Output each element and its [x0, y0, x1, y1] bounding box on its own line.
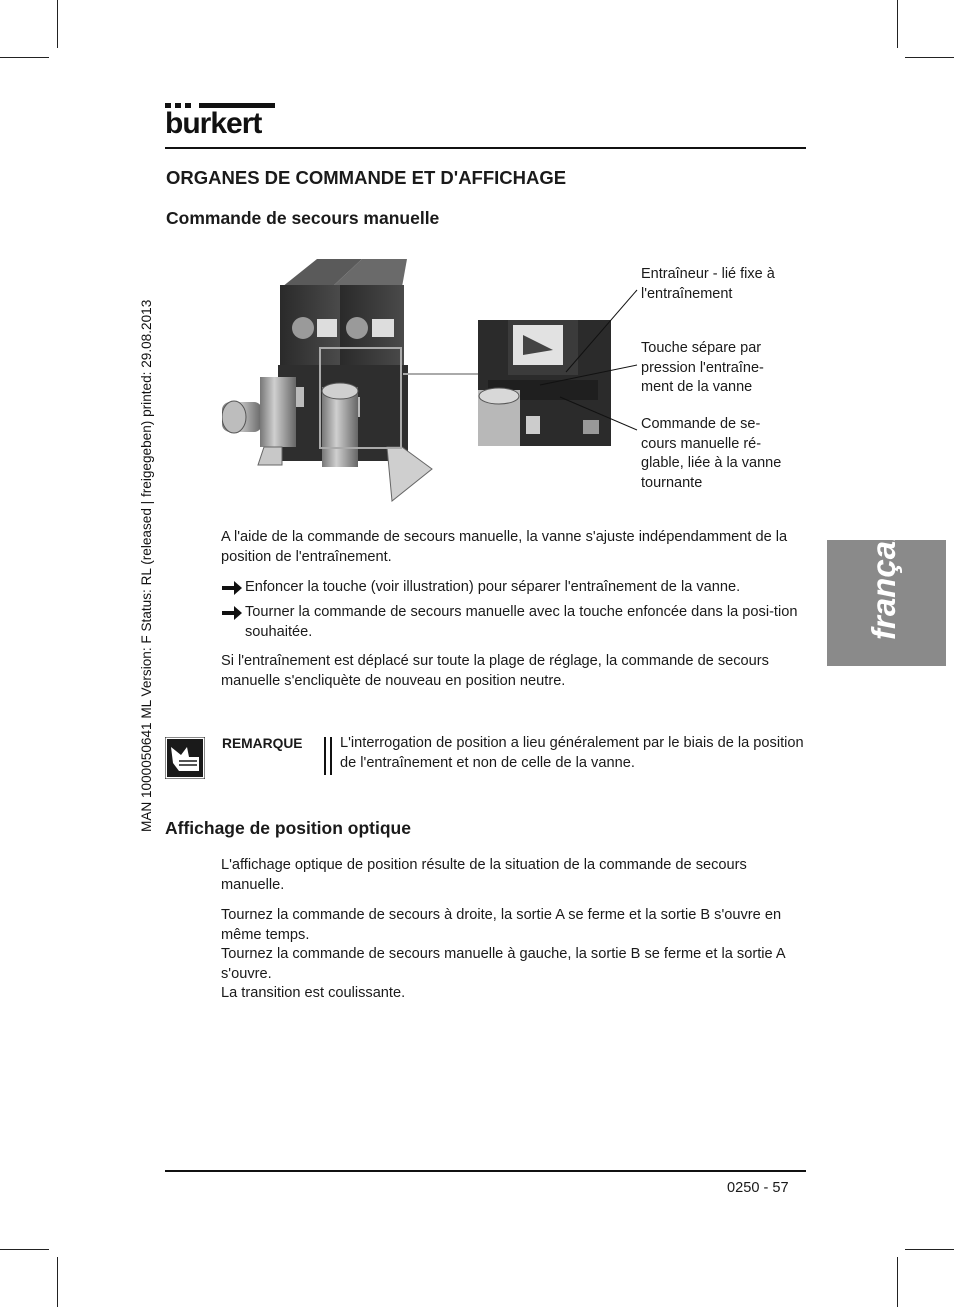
detail-image	[478, 320, 611, 446]
note-label: REMARQUE	[222, 736, 303, 751]
note-divider	[324, 737, 334, 775]
crop-mark	[897, 1257, 898, 1307]
crop-mark	[57, 0, 58, 48]
crop-mark	[0, 57, 49, 58]
callout-driver: Entraîneur - lié fixe à l'entraînement	[641, 266, 775, 302]
note-text: L'interrogation de position a lieu généralement par le biais de la position de l'entraînement et non de celle de la vanne.	[340, 735, 804, 771]
page-number: 0250 - 57	[727, 1180, 789, 1196]
crop-mark	[57, 1257, 58, 1307]
step-item: Tourner la commande de secours manuelle avec la touche enfoncée dans la posi-tion souhaitée.	[221, 603, 806, 642]
header-rule	[165, 147, 806, 149]
crop-mark	[905, 57, 954, 58]
crop-mark	[905, 1249, 954, 1250]
callout-override: Commande de se- cours manuelle ré- glable, liée à la vanne tournante	[641, 416, 782, 491]
intro-paragraph: A l'aide de la commande de secours manuelle, la vanne s'ajuste indépendamment de la position de l'entraînement.	[221, 529, 788, 565]
crop-mark	[897, 0, 898, 48]
section-title: ORGANES DE COMMANDE ET D'AFFICHAGE	[166, 167, 567, 188]
optical-paragraph-1: L'affichage optique de position résulte de la situation de la commande de secours manuelle.	[221, 857, 747, 893]
thumbs-up-icon	[165, 737, 205, 779]
crop-mark	[0, 1249, 49, 1250]
optical-display-heading: Affichage de position optique	[165, 818, 411, 838]
language-tab-label: français	[865, 513, 902, 640]
footer-rule	[165, 1170, 806, 1172]
manual-override-heading: Commande de secours manuelle	[166, 208, 440, 228]
step-item: Enfoncer la touche (voir illustration) pour séparer l'entraînement de la vanne.	[221, 578, 806, 598]
side-metadata: MAN 1000050641 ML Version: F Status: RL (released | freigegeben) printed: 29.08.2013	[139, 299, 154, 832]
optical-paragraph-2: Tournez la commande de secours à droite, la sortie A se ferme et la sortie B s'ouvre en même temps. Tournez la commande de secours manuelle à gauche, la sortie B se ferme et la sortie A s'ouvre. La transition est coulissante.	[221, 907, 785, 1001]
logo-text: burkert	[165, 107, 262, 140]
callout-button: Touche sépare par pression l'entraîne- ment de la vanne	[641, 340, 764, 395]
language-tab	[827, 513, 946, 666]
arrow-right-icon	[221, 580, 243, 596]
arrow-right-icon	[221, 605, 243, 621]
valve-assembly-image	[222, 257, 442, 505]
outro-paragraph: Si l'entraînement est déplacé sur toute la plage de réglage, la commande de secours manuelle s'encliquète de nouveau en position neutre.	[221, 653, 769, 689]
